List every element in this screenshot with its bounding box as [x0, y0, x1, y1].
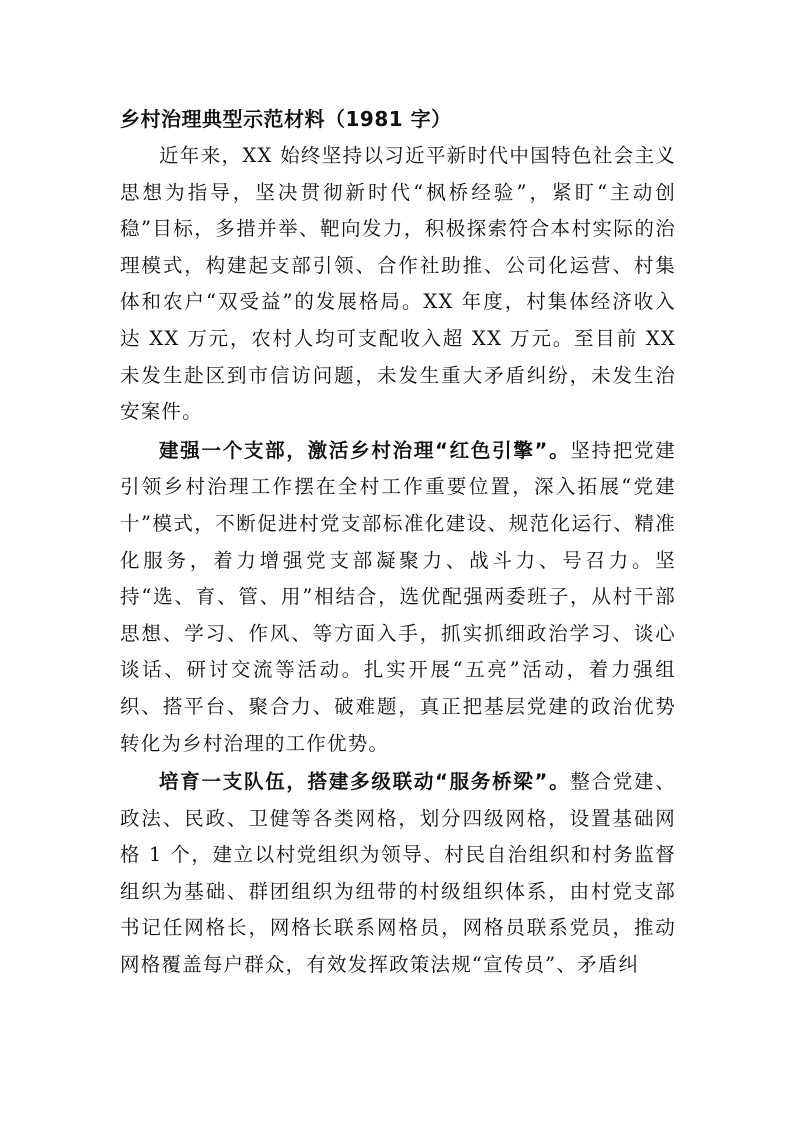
- section-paragraph-party-branch: [120, 433, 676, 762]
- document-title: 乡村治理典型示范材料（1981 字）: [120, 107, 452, 131]
- document-page: [120, 102, 676, 986]
- section-paragraph-team: [120, 764, 676, 984]
- paragraph-body: 坚持把党建引领乡村治理工作摆在全村工作重要位置，深入拓展“党建十”模式，不断促进村党支部标准化建设、规范化运行、精准化服务，着力增强党支部凝聚力、战斗力、号召力。坚持“选、育、管、用”相结合，选优配强两委班子，从村干部思想、学习、作风、等方面入手，抓实抓细政治学习、谈心谈话、研讨交流等活动。扎实开展“五亮”活动，着力强组织、搭平台、聚合力、破难题，真正把基层党建的政治优势转化为乡村治理的工作优势。: [120, 438, 676, 755]
- paragraph-lead-heading: 建强一个支部，激活乡村治理“红色引擎”。: [159, 438, 571, 462]
- paragraph-body: 整合党建、政法、民政、卫健等各类网格，划分四级网格，设置基础网格 1 个，建立以村党组织为领导、村民自治组织和村务监督组织为基础、群团组织为纽带的村级组织体系，由村党支部书记任网格长，网格长联系网格员，网格员联系党员，推动网格覆盖每户群众，有效发挥政策法规“宣传员”、矛盾纠: [120, 770, 676, 977]
- paragraph-lead-heading: 培育一支队伍，搭建多级联动“服务桥梁”。: [159, 770, 571, 794]
- intro-paragraph: [120, 138, 676, 431]
- paragraph-body: 近年来，XX 始终坚持以习近平新时代中国特色社会主义思想为指导，坚决贯彻新时代“枫桥经验”，紧盯“主动创稳”目标，多措并举、靶向发力，积极探索符合本村实际的治理模式，构建起支部引领、合作社助推、公司化运营、村集体和农户“双受益”的发展格局。XX 年度，村集体经济收入达 XX 万元，农村人均可支配收入超 XX 万元。至目前 XX 未发生赴区到市信访问题，未发生重大矛盾纠纷，未发生治安案件。: [120, 144, 676, 424]
